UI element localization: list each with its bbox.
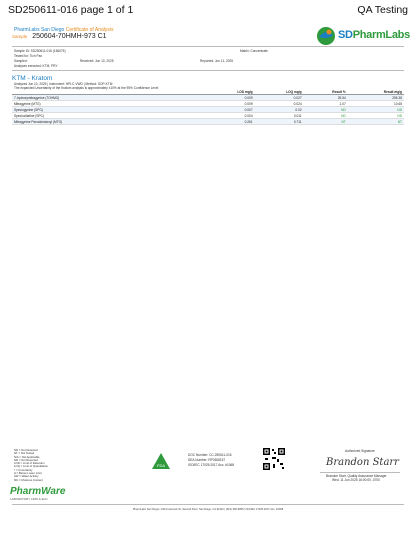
cell-result-mg: 255.35 [348,95,404,101]
meta-tested-for: Tested for: Tich Pax [14,54,42,58]
table-row [12,119,404,125]
pharmware-name: PharmWare [10,486,66,497]
cell-analyte: 7-hydroxymitragynine (7OHMG) [12,95,206,101]
divider [12,504,404,505]
note-item: NR = Not Reported [14,457,38,462]
note-item: LOD = Limit of Detection [14,461,45,466]
cell-lod: 0.004 [206,113,255,119]
iso-number: ISO/IEC 17025:2017 Acc. #1068 [188,463,235,467]
meta-matrix: Matrix: Concentrate [240,49,268,53]
note-item: Δ = Below Lower Limit [14,471,42,476]
qa-label: QA Testing [357,4,408,16]
results-table [12,89,404,125]
signature-script: Brandon Starr [326,457,399,468]
footer-address: PharmLabs San Diego | 3421 Hancock St, Second Floor, San Diego, CA 92110 | (619) 356-9895 | ISO/IEC 17025:2017 Acc. #1068 [132,508,284,511]
report-id: SD250611-016 page 1 of 1 [8,4,134,16]
section-uncertainty: The expanded Uncertainty of the Kratom analysis is approximately ±10% at the 95% Confidence Level [14,86,159,90]
sample-label: Sample [12,34,28,39]
svg-text:FDA: FDA [157,463,165,468]
col-result-pct: Result % [304,89,348,95]
cell-lod: 0.261 [206,119,255,125]
cell-result-pct: 1.07 [304,101,348,107]
col-lod: LOD mg/g [206,89,255,95]
meta-reported: Reported: Jun 11, 2025 [200,59,234,63]
logo-part2: PharmLabs [352,29,410,41]
cell-loq: 0.011 [255,113,304,119]
divider [12,70,404,71]
note-item: MC = Moisture Content [14,477,43,482]
cell-result-mg: 10.65 [348,101,404,107]
meta-sample-id: Sample ID: SD250611-016 (156075) [14,49,66,53]
cell-analyte: Mitragynine Pseudoindoxyl (MTG) [12,119,206,125]
meta-received: Received: Jun 10, 2025 [80,59,114,63]
signature-date: Wed, 11 Jun 2025 16:00:00 -0700 [332,478,380,482]
globe-icon [316,26,336,46]
footer-notes [14,449,48,482]
cell-result-pct: ND [304,107,348,113]
section-title: KTM - Kratom [12,75,53,82]
note-item: ND = Not Detected [14,448,38,452]
signature-title: Brandon Starr, Quality Assurance Manager [326,474,387,478]
cell-loq: 0.02 [255,107,304,113]
fda-icon [150,451,172,473]
signature-heading: Authorized Signature [345,449,375,453]
cell-result-mg: ND [348,107,404,113]
cell-lod: 0.009 [206,95,255,101]
divider [12,46,404,47]
cell-result-pct: 25.54 [304,95,348,101]
sdpharmlabs-logo [316,26,408,48]
sample-code: 250604-70HMH-973 C1 [32,33,107,40]
meta-sampled: Sampled: [14,59,28,63]
lab-subtitle: Certificate of Analysis [65,27,114,33]
cell-result-pct: NT [304,119,348,125]
lab-name: PharmLabs San Diego [14,27,65,33]
cell-lod: 0.009 [206,101,255,107]
cell-analyte: Speciociliatine (SPC) [12,113,206,119]
note-item: AW = Water Activity [14,474,39,479]
meta-analyses: Analyses executed: KTM, PRY [14,64,58,68]
cell-result-mg: NT [348,119,404,125]
cell-lod: 0.007 [206,107,255,113]
note-item: N/A = Not Applicable [14,454,40,459]
dea-number: DEA Number: RP0508157 [188,458,226,462]
note-item: NT = Not Tested [14,451,35,456]
cell-loq: 0.024 [255,101,304,107]
cell-loq: 0.027 [255,95,304,101]
cell-analyte: Mitragynine (MTG) [12,101,206,107]
doc-number: DOC Number: CC-250611-016 [188,453,232,457]
qr-code-icon [262,447,286,471]
note-item: LOQ = Limit of Quantitation [14,464,48,469]
cell-analyte: Speciogynine (SPG) [12,107,206,113]
pharmware-sub: LABORATORY LIMS & ELN [10,497,48,501]
note-item: * = Uncertainty [14,467,33,472]
col-loq: LOQ mg/g [255,89,304,95]
signature-line [320,472,400,473]
sample-bar [12,33,312,44]
cell-loq: 0.711 [255,119,304,125]
logo-part1: SD [338,29,353,41]
cell-result-pct: ND [304,113,348,119]
section-analyzed: Analyzed Jun 10, 2025 | Instrument: HPLC-VWD | Method: SOP-KTM [14,82,113,86]
col-result-mg: Result mg/g [348,89,404,95]
cell-result-mg: ND [348,113,404,119]
